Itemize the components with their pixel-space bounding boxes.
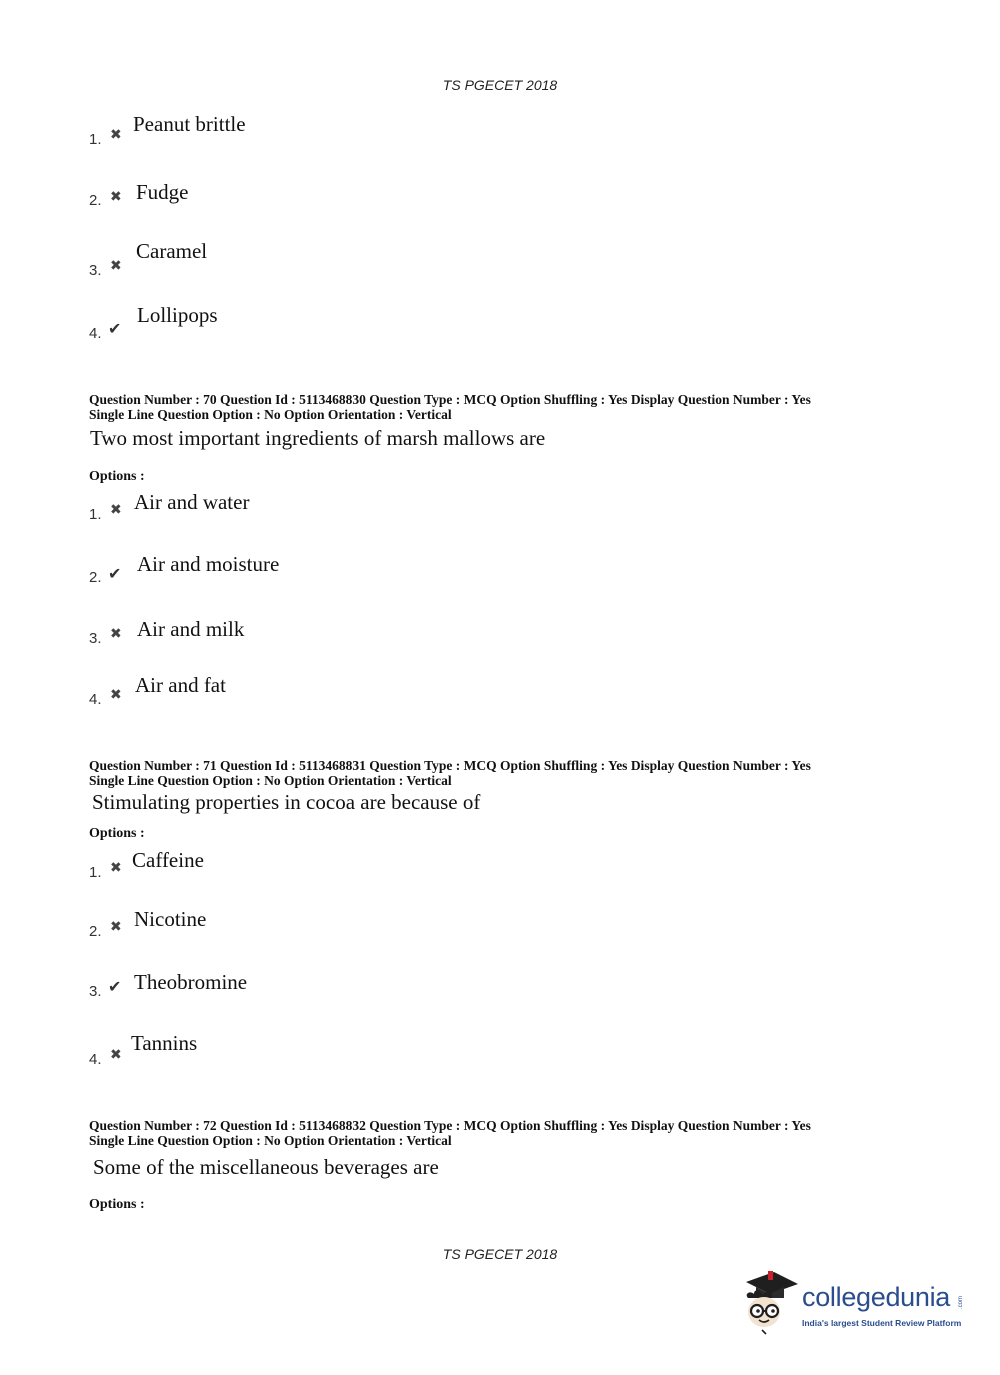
cross-icon: ✖ [110,259,122,274]
logo-wordmark: collegedunia [802,1282,951,1312]
question-meta: Question Number : 70 Question Id : 5113468830 Question Type : MCQ Option Shuffling : Yes Display Question Number : Yes [89,392,811,407]
check-icon: ✔ [108,979,122,996]
option-text: Air and milk [137,617,245,641]
cross-icon: ✖ [110,190,122,205]
option-number: 2. [89,569,102,586]
question-meta: Question Number : 72 Question Id : 5113468832 Question Type : MCQ Option Shuffling : Yes Display Question Number : Yes [89,1118,811,1133]
cross-icon: ✖ [110,627,122,642]
cross-icon: ✖ [110,503,122,518]
cross-icon: ✖ [110,128,122,143]
logo-tagline: India's largest Student Review Platform [802,1318,962,1328]
page-header: TS PGECET 2018 [442,77,558,93]
question-meta: Question Number : 71 Question Id : 5113468831 Question Type : MCQ Option Shuffling : Yes Display Question Number : Yes [89,758,811,773]
option-text: Nicotine [134,907,207,931]
question-text: Some of the miscellaneous beverages are [93,1155,439,1179]
option-text: Air and fat [135,673,226,697]
page-footer: TS PGECET 2018 [442,1246,558,1262]
option-number: 4. [89,325,102,342]
collegedunia-logo [740,1268,970,1340]
option-text: Caramel [136,239,208,263]
option-text: Theobromine [134,970,248,994]
check-icon: ✔ [108,566,122,583]
option-text: Air and water [134,490,250,514]
cross-icon: ✖ [110,688,122,703]
cross-icon: ✖ [110,1048,122,1063]
check-icon: ✔ [108,321,122,338]
mascot-icon [740,1268,802,1340]
option-text: Air and moisture [137,552,280,576]
logo-suffix: .com [958,1296,964,1310]
option-number: 4. [89,1051,102,1068]
cross-icon: ✖ [110,861,122,876]
question-text: Two most important ingredients of marsh mallows are [90,426,546,450]
option-text: Fudge [136,180,189,204]
option-number: 1. [89,131,102,148]
question-meta: Single Line Question Option : No Option Orientation : Vertical [89,407,452,422]
option-text: Peanut brittle [133,112,246,136]
option-text: Tannins [131,1031,198,1055]
question-meta: Single Line Question Option : No Option Orientation : Vertical [89,773,452,788]
question-meta: Single Line Question Option : No Option Orientation : Vertical [89,1133,452,1148]
option-number: 2. [89,923,102,940]
option-text: Lollipops [137,303,218,327]
option-number: 1. [89,506,102,523]
option-number: 2. [89,192,102,209]
option-number: 3. [89,630,102,647]
options-label: Options : [89,826,145,841]
option-number: 3. [89,983,102,1000]
options-label: Options : [89,469,145,484]
option-text: Caffeine [132,848,204,872]
option-number: 4. [89,691,102,708]
option-number: 3. [89,262,102,279]
options-label: Options : [89,1197,145,1212]
option-number: 1. [89,864,102,881]
cross-icon: ✖ [110,920,122,935]
question-text: Stimulating properties in cocoa are because of [92,790,481,814]
